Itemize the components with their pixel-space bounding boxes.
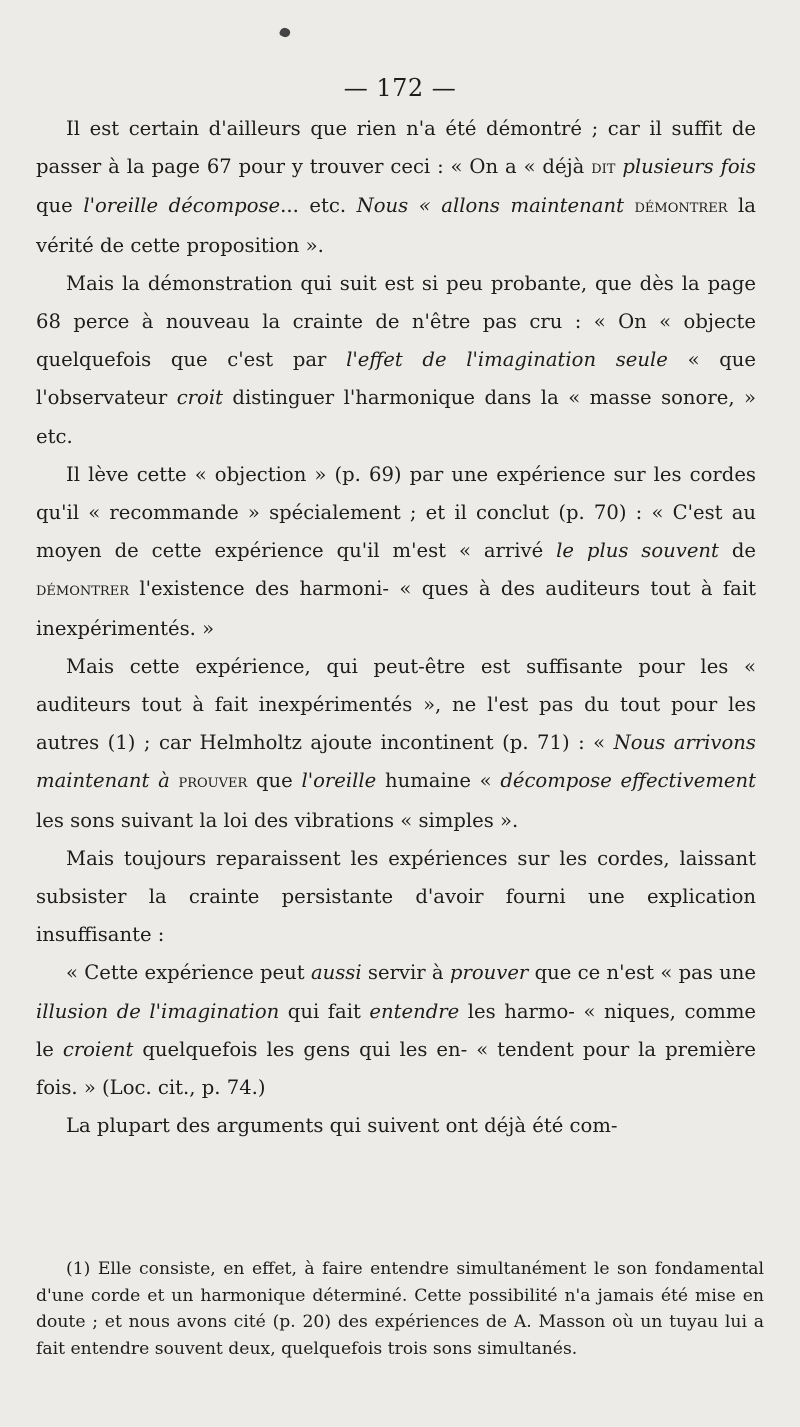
- text-run: Mais cette expérience, qui peut-être est suffisante pour les « auditeurs tout à fait inexpérimentés », ne l'est pas du tout pour les autres (1) ; car Helmholtz ajoute incontinent (p. 71) : «: [36, 654, 756, 755]
- paragraph: [36, 265, 756, 456]
- text-run: qui fait: [279, 999, 370, 1023]
- text-run: ... etc.: [280, 194, 357, 218]
- italic-text: le plus souvent: [556, 539, 719, 563]
- small-caps-text: dit: [591, 157, 616, 179]
- text-run: Mais toujours reparaissent les expériences sur les cordes, laissant subsister la crainte persistante d'avoir fourni une explication insuffisante :: [36, 846, 756, 947]
- paragraph: [36, 456, 756, 648]
- text-run: de: [718, 539, 756, 563]
- small-caps-text: prouver: [178, 771, 248, 793]
- italic-text: croit: [176, 386, 223, 410]
- text-run: humaine «: [376, 769, 501, 793]
- text-run: la vérité de cette proposition ».: [36, 194, 756, 257]
- text-run: « Cette expérience peut: [66, 961, 311, 985]
- text-run: servir à: [361, 961, 450, 985]
- text-run: que: [36, 194, 84, 218]
- footnote: [36, 1256, 764, 1362]
- paragraph: [36, 648, 756, 840]
- body-text: [36, 110, 756, 1145]
- italic-text: Nous arrivons maintenant à: [36, 731, 756, 793]
- text-run: [624, 194, 635, 217]
- italic-text: illusion de l'imagination: [36, 999, 280, 1023]
- text-run: distinguer l'harmonique dans la « masse sonore, » etc.: [36, 386, 756, 448]
- italic-text: prouver: [449, 961, 529, 985]
- paragraph: [36, 110, 756, 265]
- text-run: quelquefois les gens qui les en- « tendent pour la première fois. » (Loc. cit., p. 74.): [36, 1037, 756, 1100]
- small-caps-text: démontrer: [36, 579, 129, 601]
- footnotes: [36, 1256, 764, 1362]
- italic-text: Nous « allons maintenant: [356, 194, 624, 218]
- italic-text: l'oreille: [301, 769, 377, 793]
- text-run: Il est certain d'ailleurs que rien n'a été démontré ; car il suffit de passer à la page 67 pour y trouver ceci : « On a « déjà: [36, 117, 756, 179]
- italic-text: décompose effectivement: [500, 769, 756, 793]
- text-run: que: [247, 769, 302, 793]
- paragraph: [36, 954, 756, 1107]
- italic-text: l'effet de l'imagination seule: [346, 348, 668, 372]
- text-run: les harmo- « niques, comme le: [36, 999, 756, 1061]
- text-run: l'existence des harmoni- « ques à des auditeurs tout à fait inexpérimentés. »: [36, 577, 756, 640]
- page-number: — 172 —: [343, 74, 457, 102]
- text-run: Mais la démonstration qui suit est si peu probante, que dès la page 68 perce à nouveau la crainte de n'être pas cru : « On « objecte quelquefois que c'est par: [36, 271, 756, 372]
- text-run: (1) Elle consiste, en effet, à faire entendre simultanément le son fondamental d'une corde et un harmonique déterminé. Cette possibilité n'a jamais été mise en doute ; et nous avons cité (p. 20) des expériences de A. Masson où un tuyau lui a fait entendre souvent deux, quelquefois trois sons simultanés.: [36, 1259, 764, 1359]
- paragraph: [36, 1107, 756, 1145]
- italic-text: entendre: [369, 999, 460, 1023]
- italic-text: l'oreille décompose: [83, 194, 281, 218]
- text-run: Il lève cette « objection » (p. 69) par une expérience sur les cordes qu'il « recommande » spécialement ; et il conclut (p. 70) : « C'est au moyen de cette expérience qu'il m'est « arrivé: [36, 462, 756, 563]
- paragraph: [36, 840, 756, 955]
- italic-text: croient: [62, 1037, 134, 1061]
- italic-text: aussi: [310, 961, 362, 985]
- italic-text: plusieurs fois: [622, 155, 756, 179]
- text-run: « que l'observateur: [36, 348, 756, 410]
- text-run: les sons suivant la loi des vibrations « simples ».: [36, 808, 519, 832]
- text-run: La plupart des arguments qui suivent ont déjà été com-: [66, 1114, 618, 1138]
- small-caps-text: démontrer: [634, 196, 728, 218]
- text-run: que ce n'est « pas une: [528, 961, 757, 985]
- ink-smudge: [279, 26, 292, 38]
